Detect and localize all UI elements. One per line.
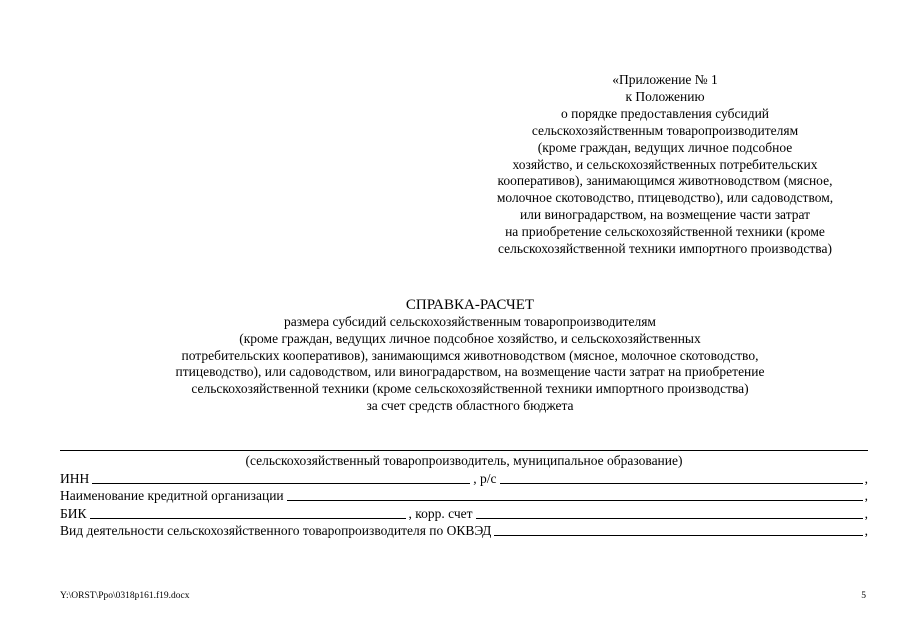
appendix-line: на приобретение сельскохозяйственной техники (кроме	[505, 224, 825, 240]
producer-caption: (сельскохозяйственный товаропроизводитель, муниципальное образование)	[245, 453, 683, 468]
appendix-header	[470, 72, 860, 258]
appendix-line: сельскохозяйственным товаропроизводителям	[531, 122, 799, 138]
appendix-line: сельскохозяйственной техники импортного производства)	[497, 241, 832, 257]
bik-row	[60, 504, 868, 522]
producer-name-line[interactable]	[60, 450, 868, 451]
okved-row	[60, 522, 868, 540]
page-number: 5	[861, 591, 866, 601]
line-end-comma: ,	[864, 505, 868, 521]
appendix-line: молочное скотоводство, птицеводство), или садоводством,	[496, 190, 834, 206]
document-title-block	[100, 296, 840, 415]
inn-field[interactable]	[92, 471, 470, 484]
account-field[interactable]	[500, 471, 863, 484]
inn-label: ИНН	[60, 470, 90, 486]
document-title: СПРАВКА-РАСЧЕТ	[405, 297, 535, 313]
bik-field-part2[interactable]	[174, 506, 406, 519]
okved-label: Вид деятельности сельскохозяйственного товаропроизводителя по ОКВЭД	[60, 523, 492, 538]
title-line: (кроме граждан, ведущих личное подсобное хозяйство, и сельскохозяйственных	[239, 330, 701, 346]
corr-account-field[interactable]	[476, 506, 863, 519]
file-path-footer: Y:\ORST\Ppo\0318p161.f19.docx	[60, 591, 190, 601]
title-line: птицеводство), или садоводством, или виноградарством, на возмещение части затрат на приобретение	[175, 364, 765, 380]
bik-label: БИК	[60, 505, 87, 521]
title-line: за счет средств областного бюджета	[366, 397, 574, 413]
line-end-comma: ,	[864, 488, 868, 503]
line-end-comma: ,	[864, 470, 868, 486]
appendix-line: к Положению	[625, 88, 705, 104]
okved-field[interactable]	[494, 523, 862, 536]
corr-account-label: , корр. счет	[408, 505, 473, 521]
appendix-line: или виноградарством, на возмещение части затрат	[519, 207, 811, 223]
title-line: потребительских кооперативов), занимающимся животноводством (мясное, молочное скотоводство,	[181, 347, 759, 363]
inn-row	[60, 469, 868, 487]
appendix-line: хозяйство, и сельскохозяйственных потребительских	[512, 156, 818, 172]
account-label: , р/с	[473, 470, 497, 486]
requisites-form	[60, 469, 868, 539]
bank-label: Наименование кредитной организации	[60, 488, 284, 503]
line-end-comma: ,	[864, 523, 868, 538]
appendix-line: «Приложение № 1	[612, 72, 718, 87]
title-line: размера субсидий сельскохозяйственным товаропроизводителям	[284, 314, 656, 329]
title-line: сельскохозяйственной техники (кроме сельскохозяйственной техники импортного производства)	[191, 381, 749, 397]
appendix-line: кооперативов), занимающимся животноводством (мясное,	[497, 173, 833, 189]
appendix-line: о порядке предоставления субсидий	[560, 105, 770, 121]
bank-row	[60, 487, 868, 505]
bank-field[interactable]	[287, 488, 863, 501]
appendix-line: (кроме граждан, ведущих личное подсобное	[537, 139, 793, 155]
bik-field-part1[interactable]	[90, 506, 174, 519]
